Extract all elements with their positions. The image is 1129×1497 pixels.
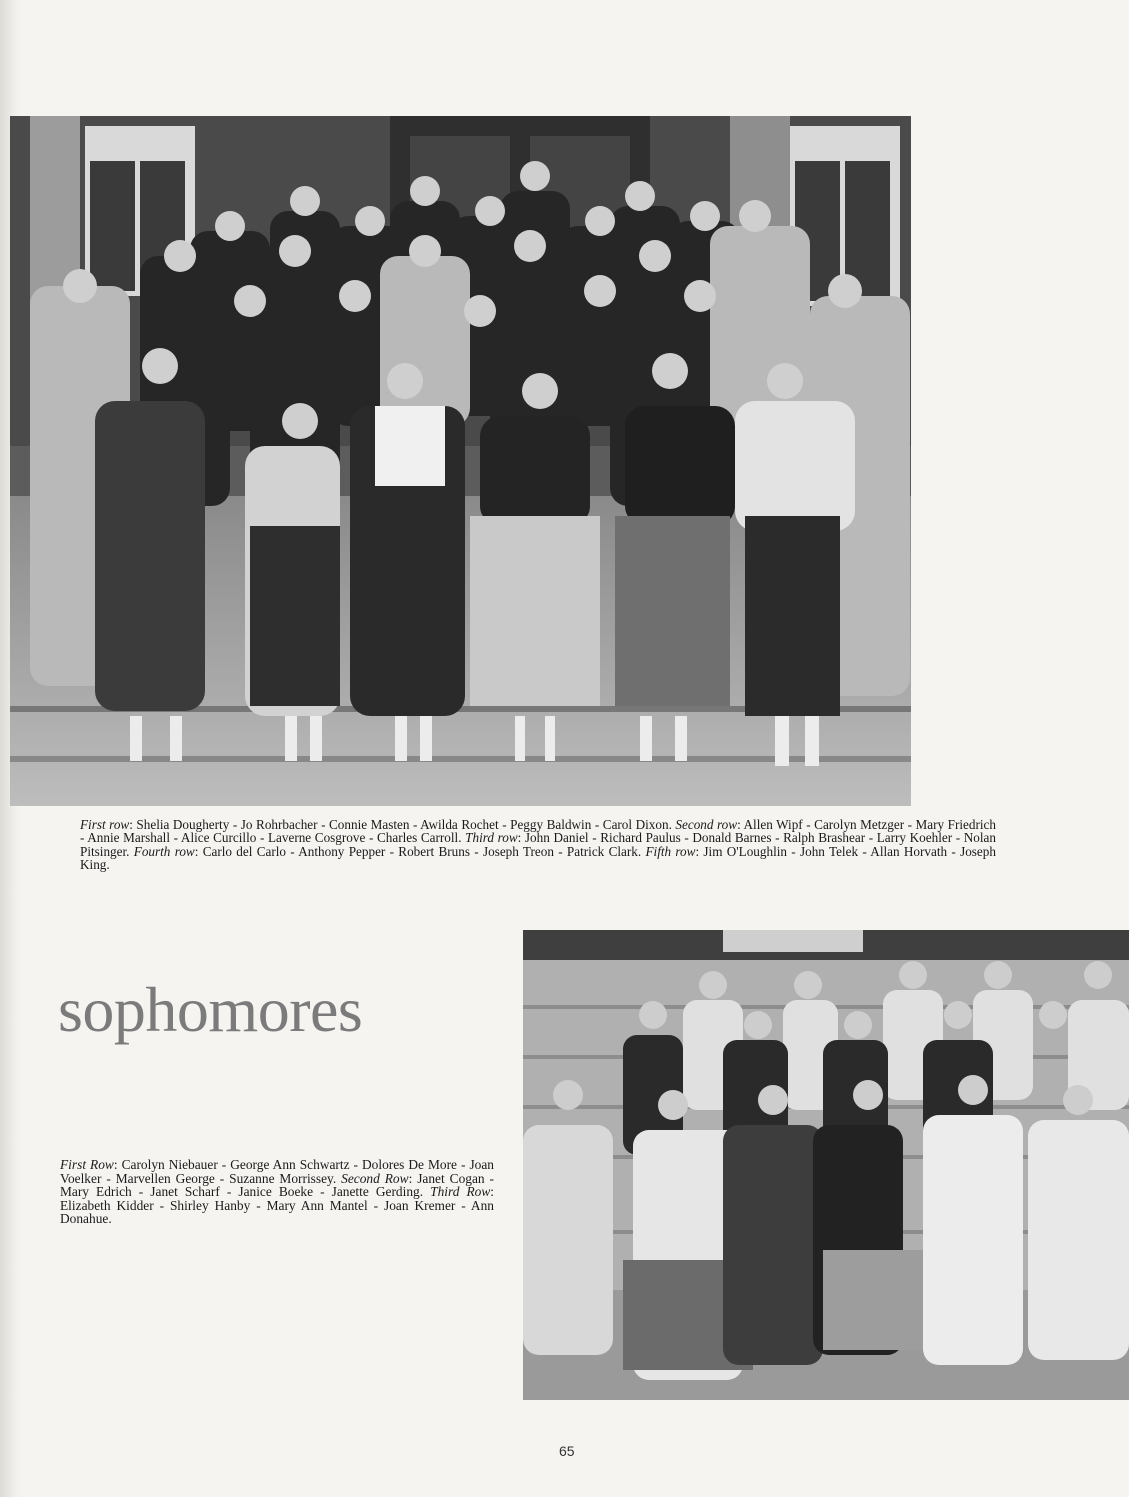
caption-row-names: : John Daniel - Richard Paulus - Donald Barnes - Ralph Brashear - Larry Koehler - Nolan Pitsinger.: [80, 830, 996, 859]
caption-row-label: Fourth row: [133, 843, 195, 859]
caption-row-names: : Elizabeth Kidder - Shirley Hanby - Mary Ann Mantel - Joan Kremer - Ann Donahue.: [60, 1184, 494, 1227]
top-photo-caption: [80, 818, 996, 872]
caption-row-names: : Allen Wipf - Carolyn Metzger - Mary Friedrich - Annie Marshall - Alice Curcillo - Laverne Cosgrove - Charles Carroll.: [80, 817, 996, 846]
caption-row-label: Third row: [465, 830, 518, 846]
caption-row-names: : Carolyn Niebauer - George Ann Schwartz - Dolores De More - Joan Voelker - Marvellen George - Suzanne Morrissey.: [60, 1157, 494, 1186]
group-photo-top: [10, 116, 911, 806]
caption-row-names: : Carlo del Carlo - Anthony Pepper - Robert Bruns - Joseph Treon - Patrick Clark.: [194, 843, 646, 859]
caption-row-label: Third Row: [430, 1184, 491, 1200]
caption-row-label: Second Row: [341, 1170, 409, 1186]
group-photo-bottom-image: [523, 930, 1129, 1400]
caption-row-label: First Row: [60, 1157, 114, 1172]
page-number: 65: [559, 1443, 575, 1459]
group-photo-bottom: [523, 930, 1129, 1400]
caption-row-label: Second row: [675, 817, 738, 832]
bottom-photo-caption: [60, 1158, 494, 1226]
caption-row-label: First row: [80, 817, 130, 832]
caption-row-names: : Janet Cogan - Mary Edrich - Janet Scharf - Janice Boeke - Janette Gerding.: [60, 1170, 494, 1200]
caption-row-names: : Shelia Dougherty - Jo Rohrbacher - Connie Masten - Awilda Rochet - Peggy Baldwin - Carol Dixon.: [129, 817, 676, 832]
caption-row-names: : Jim O'Loughlin - John Telek - Allan Horvath - Joseph King.: [80, 843, 996, 873]
caption-row-label: Fifth row: [645, 843, 696, 859]
group-photo-top-image: [10, 116, 911, 806]
section-title: sophomores: [58, 974, 363, 1045]
